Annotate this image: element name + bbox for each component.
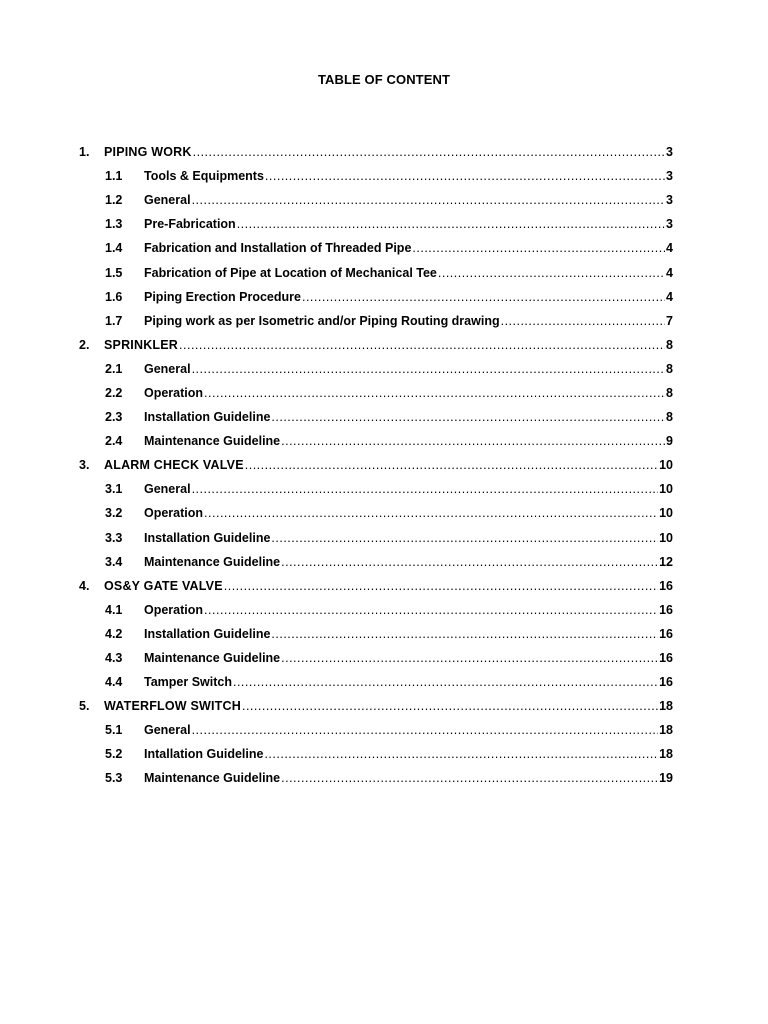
toc-subsection-entry[interactable] xyxy=(79,477,673,501)
toc-entry-title: Intallation Guideline xyxy=(144,747,264,762)
toc-entry-title: Operation xyxy=(144,602,204,617)
toc-entry-page-number: 18 xyxy=(659,747,673,762)
toc-subsection-entry[interactable] xyxy=(79,429,673,453)
toc-entry-title: Tamper Switch xyxy=(144,675,232,690)
toc-entry-number: 1.4 xyxy=(105,241,123,256)
toc-entry-page-number: 8 xyxy=(666,410,673,425)
toc-dot-leader xyxy=(264,747,658,761)
toc-entry-title: Fabrication of Pipe at Location of Mechanical Tee xyxy=(144,265,437,280)
toc-section-entry[interactable] xyxy=(79,574,673,598)
toc-entry-page-number: 19 xyxy=(659,771,673,786)
toc-entry-title: Installation Guideline xyxy=(144,410,271,425)
toc-entry-number: 5.1 xyxy=(105,723,123,738)
toc-entry-title: Piping Erection Procedure xyxy=(144,289,301,304)
toc-entry-number: 2.4 xyxy=(105,434,123,449)
toc-entry-number: 1.5 xyxy=(105,265,123,280)
toc-subsection-entry[interactable] xyxy=(79,501,673,525)
toc-entry-page-number: 4 xyxy=(666,241,673,256)
toc-dot-leader xyxy=(224,579,658,593)
toc-subsection-entry[interactable] xyxy=(79,309,673,333)
toc-entry-title: General xyxy=(144,193,191,208)
toc-section-entry[interactable] xyxy=(79,333,673,357)
toc-subsection-entry[interactable] xyxy=(79,188,673,212)
toc-dot-leader xyxy=(193,145,665,159)
toc-entry-page-number: 3 xyxy=(666,145,673,160)
toc-subsection-entry[interactable] xyxy=(79,381,673,405)
toc-subsection-entry[interactable] xyxy=(79,598,673,622)
toc-entry-title: Piping work as per Isometric and/or Piping Routing drawing xyxy=(144,313,500,328)
toc-dot-leader xyxy=(501,314,665,328)
toc-entry-title: PIPING WORK xyxy=(104,145,192,160)
toc-entry-title: Maintenance Guideline xyxy=(144,434,281,449)
toc-entry-number: 2. xyxy=(79,337,90,352)
toc-entry-number: 2.3 xyxy=(105,410,123,425)
toc-entry-page-number: 12 xyxy=(659,554,673,569)
toc-dot-leader xyxy=(237,217,665,231)
toc-dot-leader xyxy=(302,290,665,304)
toc-entry-title: WATERFLOW SWITCH xyxy=(104,699,241,714)
toc-entry-page-number: 16 xyxy=(659,651,673,666)
toc-entry-page-number: 10 xyxy=(659,506,673,521)
toc-entry-page-number: 16 xyxy=(659,602,673,617)
toc-entry-page-number: 4 xyxy=(666,265,673,280)
toc-subsection-entry[interactable] xyxy=(79,766,673,790)
toc-subsection-entry[interactable] xyxy=(79,550,673,574)
toc-entry-number: 4.2 xyxy=(105,626,123,641)
toc-entry-title: Installation Guideline xyxy=(144,530,271,545)
toc-dot-leader xyxy=(412,241,665,255)
toc-entry-page-number: 3 xyxy=(666,193,673,208)
toc-entry-page-number: 10 xyxy=(659,530,673,545)
toc-entry-page-number: 18 xyxy=(659,699,673,714)
toc-entry-number: 3.4 xyxy=(105,554,123,569)
toc-subsection-entry[interactable] xyxy=(79,212,673,236)
toc-dot-leader xyxy=(192,362,665,376)
toc-entry-page-number: 16 xyxy=(659,578,673,593)
toc-entry-page-number: 16 xyxy=(659,675,673,690)
toc-dot-leader xyxy=(281,434,665,448)
toc-dot-leader xyxy=(281,771,658,785)
toc-entry-number: 2.1 xyxy=(105,361,123,376)
toc-subsection-entry[interactable] xyxy=(79,260,673,284)
toc-entry-number: 1. xyxy=(79,145,90,160)
toc-entry-page-number: 8 xyxy=(666,361,673,376)
toc-entry-title: Maintenance Guideline xyxy=(144,554,281,569)
toc-dot-leader xyxy=(204,603,658,617)
toc-entry-title: OS&Y GATE VALVE xyxy=(104,578,223,593)
toc-entry-page-number: 8 xyxy=(666,385,673,400)
table-of-contents xyxy=(79,140,673,791)
toc-dot-leader xyxy=(192,723,659,737)
toc-subsection-entry[interactable] xyxy=(79,622,673,646)
toc-section-entry[interactable] xyxy=(79,453,673,477)
toc-entry-page-number: 3 xyxy=(666,169,673,184)
toc-dot-leader xyxy=(271,627,658,641)
toc-dot-leader xyxy=(233,675,658,689)
toc-dot-leader xyxy=(271,531,658,545)
toc-dot-leader xyxy=(271,410,665,424)
toc-entry-number: 2.2 xyxy=(105,385,123,400)
toc-entry-number: 1.6 xyxy=(105,289,123,304)
toc-entry-title: Maintenance Guideline xyxy=(144,651,281,666)
toc-dot-leader xyxy=(192,482,659,496)
toc-entry-page-number: 16 xyxy=(659,626,673,641)
toc-entry-title: Operation xyxy=(144,506,204,521)
toc-dot-leader xyxy=(281,651,658,665)
toc-entry-page-number: 10 xyxy=(659,482,673,497)
toc-entry-page-number: 9 xyxy=(666,434,673,449)
toc-subsection-entry[interactable] xyxy=(79,164,673,188)
toc-entry-title: General xyxy=(144,723,191,738)
toc-entry-title: Fabrication and Installation of Threaded Pipe xyxy=(144,241,412,256)
toc-entry-title: ALARM CHECK VALVE xyxy=(104,458,244,473)
toc-entry-number: 3.3 xyxy=(105,530,123,545)
toc-subsection-entry[interactable] xyxy=(79,357,673,381)
toc-section-entry[interactable] xyxy=(79,694,673,718)
toc-dot-leader xyxy=(204,506,658,520)
toc-entry-page-number: 4 xyxy=(666,289,673,304)
toc-entry-page-number: 7 xyxy=(666,313,673,328)
toc-entry-number: 1.1 xyxy=(105,169,123,184)
toc-subsection-entry[interactable] xyxy=(79,646,673,670)
toc-entry-number: 1.3 xyxy=(105,217,123,232)
toc-entry-number: 5.2 xyxy=(105,747,123,762)
toc-entry-number: 3.2 xyxy=(105,506,123,521)
toc-dot-leader xyxy=(265,169,665,183)
toc-dot-leader xyxy=(242,699,658,713)
toc-entry-number: 1.2 xyxy=(105,193,123,208)
page-title: TABLE OF CONTENT xyxy=(317,72,451,87)
toc-entry-title: Maintenance Guideline xyxy=(144,771,281,786)
toc-entry-number: 4. xyxy=(79,578,90,593)
toc-entry-number: 1.7 xyxy=(105,313,123,328)
toc-subsection-entry[interactable] xyxy=(79,742,673,766)
toc-subsection-entry[interactable] xyxy=(79,526,673,550)
toc-entry-number: 3. xyxy=(79,458,90,473)
toc-entry-number: 4.4 xyxy=(105,675,123,690)
toc-entry-title: SPRINKLER xyxy=(104,337,179,352)
toc-entry-title: Installation Guideline xyxy=(144,626,271,641)
toc-subsection-entry[interactable] xyxy=(79,285,673,309)
toc-entry-number: 4.3 xyxy=(105,651,123,666)
toc-entry-page-number: 3 xyxy=(666,217,673,232)
toc-entry-page-number: 10 xyxy=(659,458,673,473)
toc-subsection-entry[interactable] xyxy=(79,718,673,742)
toc-entry-number: 4.1 xyxy=(105,602,123,617)
toc-entry-number: 3.1 xyxy=(105,482,123,497)
toc-entry-number: 5.3 xyxy=(105,771,123,786)
toc-dot-leader xyxy=(204,386,665,400)
toc-entry-title: General xyxy=(144,482,191,497)
toc-entry-page-number: 18 xyxy=(659,723,673,738)
toc-dot-leader xyxy=(281,555,658,569)
toc-subsection-entry[interactable] xyxy=(79,670,673,694)
toc-entry-title: General xyxy=(144,361,191,376)
toc-entry-page-number: 8 xyxy=(666,337,673,352)
toc-dot-leader xyxy=(179,338,665,352)
toc-entry-number: 5. xyxy=(79,699,90,714)
toc-subsection-entry[interactable] xyxy=(79,405,673,429)
toc-entry-title: Operation xyxy=(144,385,204,400)
toc-dot-leader xyxy=(192,193,665,207)
toc-dot-leader xyxy=(245,458,658,472)
toc-dot-leader xyxy=(438,266,665,280)
toc-entry-title: Pre-Fabrication xyxy=(144,217,236,232)
toc-subsection-entry[interactable] xyxy=(79,236,673,260)
toc-section-entry[interactable] xyxy=(79,140,673,164)
toc-entry-title: Tools & Equipments xyxy=(144,169,264,184)
